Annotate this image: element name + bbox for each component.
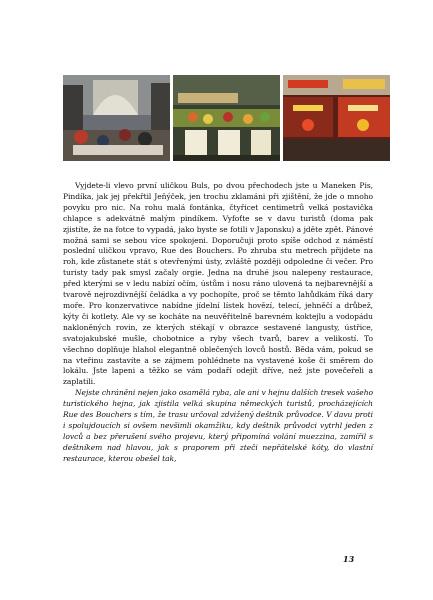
page-number: 13 bbox=[343, 554, 355, 564]
paragraph: Vyjdete-li vlevo první uličkou Buls, po dvou přechodech jste u Maneken Pis, Pindíka, jak jej překřtil Jeňýček, jen trochu zklamáni při zjištění, že jde o mnoho povyku pro nic. Na rohu malá fontánka, čtyřicet centimetrů velká postavička chlapce s adekvátně malým pindíkem. Vyfoťte se v davu turistů (doma pak zjistíte, že na fotce to vypadá, jako byste se fotili v Japonsku) a jděte zpět. Pánové možná sami se sebou více spokojeni. Doporučuji proto spíše odchod z náměstí poslední uličkou vpravo, Rue des Bouchers. Po zhruba stu metrech přijdete na roh, kde zůstanete stát s otevřenými ústy, zvláště později odpoledne či večer. Pro turisty tady pak smysl začaly orgie. Jedna na druhé jsou nalepeny restaurace, před kterými se v ledu nabízí očím, ústům i nosu ráno ulovená ta nejbarevnější a tvarově nejrozdivnější čeládka a vy pochopíte, proč se těmto lahůdkám říká dary moře. Pro konzervativce nabídne jídelní lístek hovězí, telecí, jehněčí a drůbež, kýty či kotlety. Ale vy se kocháte na neuvěřitelně barevném koktejlu a vodopádu nakloněných rovin, ze kterých stékají v obrazce sestavené langusty, ústřice, svatojakubské mušle, chobotnice a ryby všech tvarů, barev a velikostí. To všechno doplňuje hlahol elegantně oblečených lovců hostů. Běda vám, pokud se na vteřinu zastavíte a se zájmem pohlédnete na vystavené koše či směrem do lokálu. Jste lapeni a těžko se vám podaří odejít dříve, než jste povečeřeli a zaplatili. bbox=[63, 181, 373, 387]
fruit-stall-photo bbox=[173, 75, 280, 161]
italic-paragraph: Nejste chráněni nejen jako osamělá ryba, ale ani v hejnu dalších tresek vašeho turistického hejna, jak zjistila velká skupina německých turistů, procházejících Rue des Bouchers s tím, že trasu určoval zdvižený deštník průvodce. V davu proti i spolujdoucích si ovšem nevšimli okamžiku, kdy deštník průvodci vytrhl jeden z lovců a bez přerušení svého projevu, který připomíná volání muezzina, zamířil s deštníkem nad hlavou, jak s praporem při zteči nepřátelské kóty, do vlastní restaurace, kterou obešel tak, bbox=[63, 388, 373, 463]
asian-storefronts-photo bbox=[283, 75, 390, 161]
street-arcade-photo bbox=[63, 75, 170, 161]
photo-strip bbox=[63, 75, 390, 161]
body-text bbox=[63, 181, 373, 465]
